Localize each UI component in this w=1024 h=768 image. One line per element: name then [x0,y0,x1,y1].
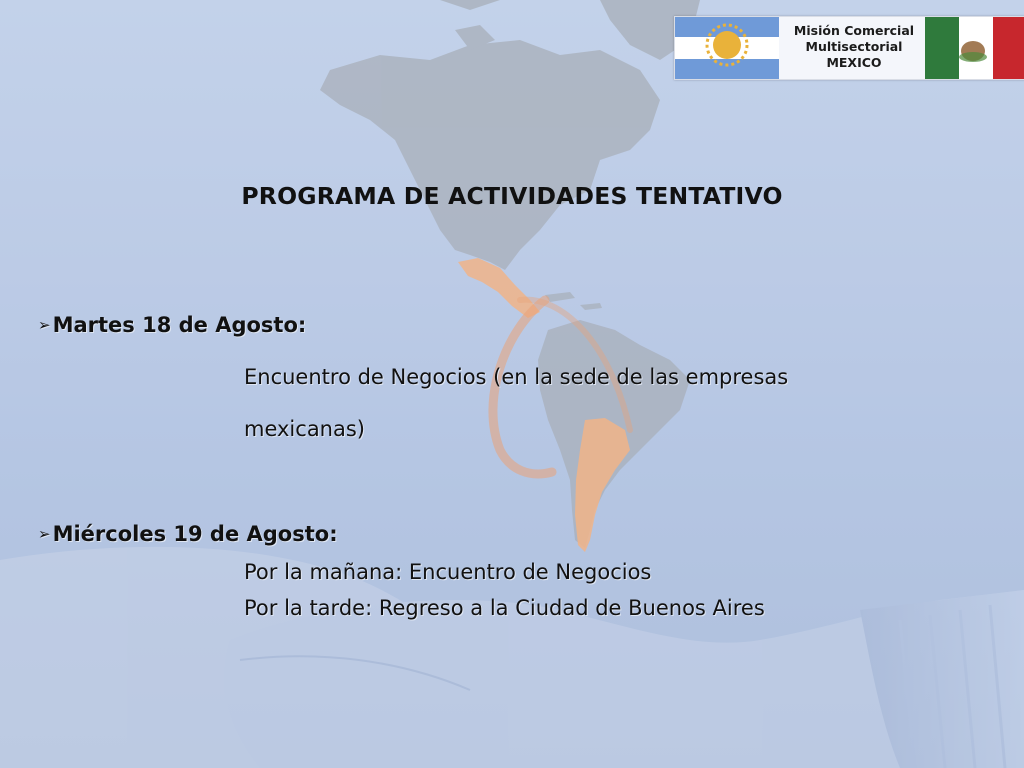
day-heading-label: Martes 18 de Agosto: [52,313,307,337]
day-1-line-1: Encuentro de Negocios (en la sede de las empresas [244,365,789,389]
logo-line-1: Misión Comercial [793,23,915,38]
day-heading-1 [38,313,306,337]
mexico-shape [458,258,540,318]
bullet-arrow-icon: ➢ [38,525,51,543]
day-2-line-2: Por la tarde: Regreso a la Ciudad de Buenos Aires [244,596,765,620]
mission-logo [674,16,1024,80]
logo-line-3: MEXICO [826,55,882,70]
logo-line-2: Multisectorial [805,39,903,54]
page-title: PROGRAMA DE ACTIVIDADES TENTATIVO [241,182,783,210]
day-heading-label: Miércoles 19 de Agosto: [52,522,338,546]
logo-text [779,23,929,71]
bullet-arrow-icon: ➢ [38,316,51,334]
day-1-line-2: mexicanas) [244,417,365,441]
day-heading-2 [38,522,338,546]
argentina-shape [575,418,630,552]
north-america-shape [320,0,700,270]
day-2-line-1: Por la mañana: Encuentro de Negocios [244,560,652,584]
